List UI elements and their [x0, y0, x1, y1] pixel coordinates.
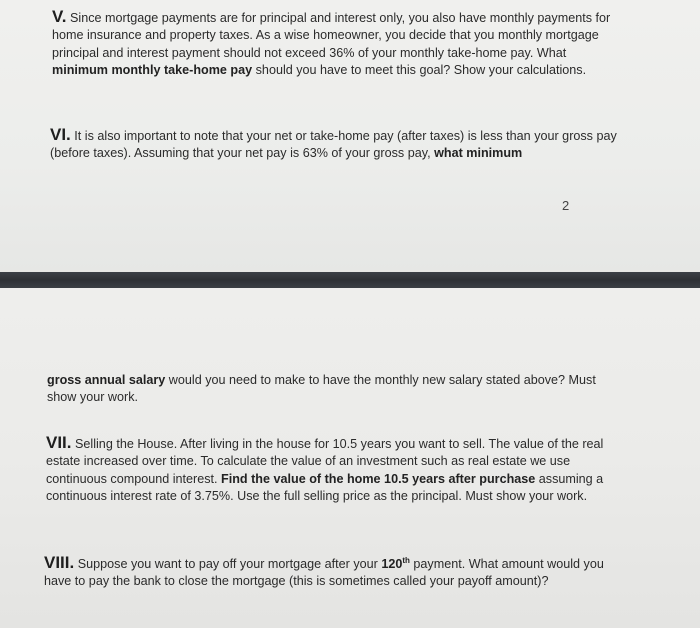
question-8-ordinal-suffix: th	[402, 555, 410, 565]
question-7-number: VII.	[46, 433, 72, 452]
question-5	[52, 8, 622, 80]
document-page-top	[0, 0, 700, 272]
question-6-continued	[47, 372, 617, 407]
question-8-number: VIII.	[44, 553, 75, 572]
question-6	[50, 126, 620, 163]
question-8-text-part1: Suppose you want to pay off your mortgage after your	[74, 557, 382, 571]
question-6-number: VI.	[50, 125, 71, 144]
question-7-text-part1: Selling the House. After living in the house for 10.5 years you want to sell. The value of the real estate increased over time. To calculate the value of an investment such as real estate we use continuous compound interest.	[46, 437, 604, 486]
question-5-bold-phrase: minimum monthly take-home pay	[52, 63, 253, 78]
document-page-bottom	[0, 288, 700, 628]
question-6-bold-phrase-continued: gross annual salary	[47, 373, 166, 387]
question-8	[44, 554, 619, 591]
question-6-text-part1: It is also important to note that your net or take-home pay (after taxes) is less than your gross pay (before taxes). Assuming that your net pay is 63% of your gross pay,	[50, 129, 617, 161]
question-8-text-part2: payment. What amount would you have to pay the bank to close the mortgage (this is sometimes called your payoff amount)?	[44, 557, 604, 589]
page-number: 2	[562, 198, 570, 213]
question-6-bold-phrase: what minimum	[434, 146, 523, 161]
question-7-bold-phrase: Find the value of the home 10.5 years after purchase	[221, 471, 536, 486]
question-5-text-part1: Since mortgage payments are for principal and interest only, you also have monthly payments for home insurance and property taxes. As a wise homeowner, you decide that you monthly mortgage principal and interest payment should not exceed 36% of your monthly take-home pay. What	[52, 11, 611, 60]
question-5-number: V.	[52, 7, 67, 26]
question-7	[46, 434, 621, 506]
question-6-text-part2: would you need to make to have the monthly new salary stated above? Must show your work.	[47, 373, 596, 405]
page-gutter-divider	[0, 272, 700, 288]
question-8-bold-number: 120	[381, 557, 403, 571]
question-5-text-part2: should you have to meet this goal? Show your calculations.	[252, 63, 587, 78]
question-7-text-part2: assuming a continuous interest rate of 3.75%. Use the full selling price as the principal. Must show your work.	[46, 471, 604, 504]
